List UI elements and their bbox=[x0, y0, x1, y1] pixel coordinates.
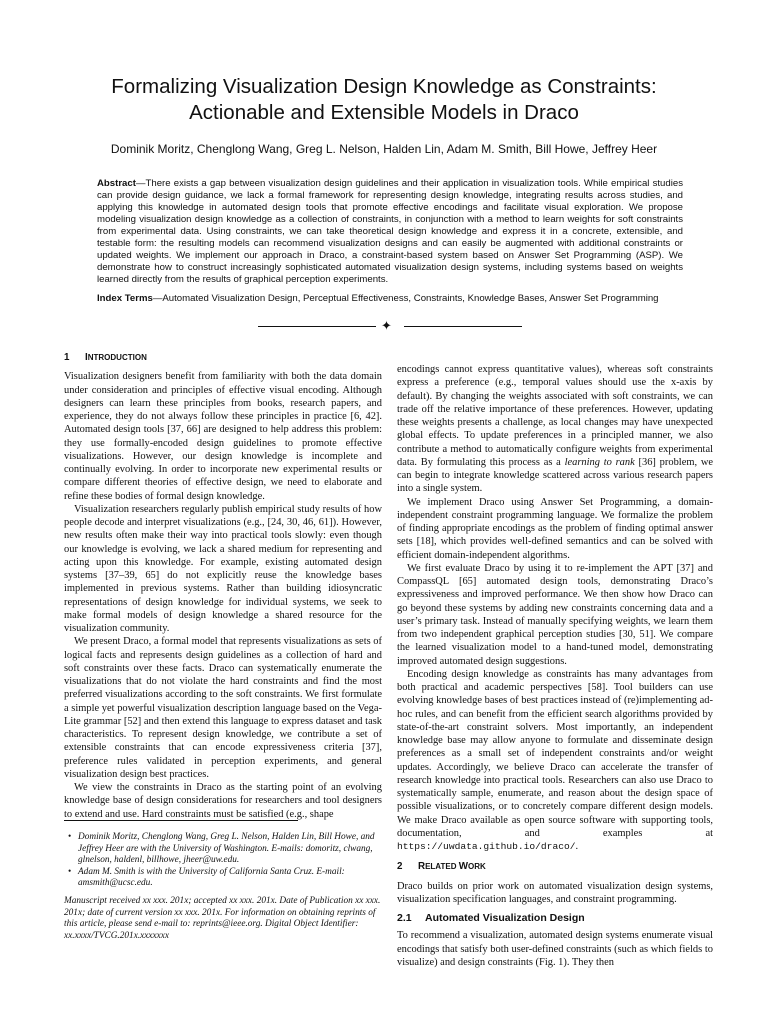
paper-title bbox=[40, 74, 728, 126]
footnote-affiliation-ucsc bbox=[64, 867, 382, 890]
paragraph-text: [36] problem, we can begin to integrate knowledge scattered across various research papers into a single system. bbox=[397, 456, 713, 495]
automated-design-paragraph: To recommend a visualization, automated design systems enumerate visual encodings that satisfy both user-defined constraints (such as which fields to visualize) and design constraints (Fig. 1). They then bbox=[397, 930, 713, 968]
section-number: 1 bbox=[64, 352, 70, 363]
paragraph-text: . bbox=[575, 841, 579, 852]
footnotes bbox=[64, 832, 382, 890]
subsection-heading-automated-design bbox=[397, 912, 713, 925]
index-terms-label: Index Terms bbox=[97, 293, 153, 304]
section-title-rest: NTRODUCTION bbox=[87, 353, 147, 362]
left-column bbox=[64, 351, 382, 821]
section-title-rest: ELATED bbox=[425, 862, 459, 872]
right-column bbox=[397, 363, 713, 969]
section-number: 2 bbox=[397, 861, 403, 873]
intro-paragraph-4: We view the constraints in Draco as the starting point of an evolving knowledge base of design considerations for researchers and tool designers to extend and use. Hard constraints must be satisfied (e.g., shape bbox=[64, 782, 382, 820]
paragraph-text: Encoding design knowledge as constraints has many advantages from both practical and academic perspectives [58]. Tool builders can use evolving knowledge bases of best practices instead of (re)implementing ad-hoc rules, and can benefit from the efficient search algorithms provided by state-of-the-art constraint solvers. Most importantly, an independent knowledge base may allow anyone to formulate and disseminate design preferences as a small set of independent constraints and/or weight updates. Accordingly, we believe Draco can accelerate the transfer of research knowledge into practical tools. Researchers can also use Draco to systematically sample, enumerate, and reason about the design space of possible visualizations, or to concretely compare different design models. We make Draco available as open source software with supporting tools, documentation, and examples at bbox=[397, 668, 713, 839]
related-work-paragraph: Draco builds on prior work on automated visualization design systems, visualization specification languages, and constraint programming. bbox=[397, 880, 713, 905]
learning-to-rank-term: learning to rank bbox=[564, 456, 635, 468]
title-line-2: Actionable and Extensible Models in Draco bbox=[189, 101, 579, 124]
index-terms-text: —Automated Visualization Design, Perceptual Effectiveness, Constraints, Knowledge Bases, Answer Set Programming bbox=[152, 293, 659, 304]
right-paragraph-3: We first evaluate Draco by using it to re-implement the APT [37] and CompassQL [65] automated design tools, demonstrating Draco’s expressiveness and improved performance. We then show how Draco can go beyond these systems by adding new constraints concerning data and a user’s primary task. Instead of manually specifying weights, we learn them from two independent graphical perception studies [30, 51]. We compare the learned visualization model to a hand-tuned model, demonstrating improved automated design suggestions. bbox=[397, 562, 713, 667]
title-line-1: Formalizing Visualization Design Knowledge as Constraints: bbox=[111, 75, 657, 98]
section-title-first: I bbox=[85, 352, 88, 363]
subsection-title: Automated Visualization Design bbox=[425, 912, 585, 924]
author-list: Dominik Moritz, Chenglong Wang, Greg L. Nelson, Halden Lin, Adam M. Smith, Bill Howe, Jeffrey Heer bbox=[110, 142, 658, 156]
paragraph-text: encodings cannot express quantitative values), whereas soft constraints express a preference (e.g., temporal values should use the x-axis by default). By changing the weights associated with soft constraints, we can trade off the relative importance of these preferences. However, updating these weights presents a challenge, as local changes may have unexpected global effects. To update preferences in a principled manner, we also contribute a method to automatically configure weights from experimental data. By formulating this process as a bbox=[397, 364, 713, 468]
footnote-bullet: • bbox=[68, 832, 72, 842]
right-paragraph-1 bbox=[397, 363, 713, 496]
manuscript-note: Manuscript received xx xxx. 201x; accepted xx xxx. 201x. Date of Publication xx xxx. 201x; date of current version xx xxx. 201x. For information on obtaining reprints of this article, please send e-mail to: reprints@ieee.org. Digital Object Identifier: xx.xxxx/TVCG.201x.xxxxxxx bbox=[64, 896, 381, 941]
separator-right-rule bbox=[404, 326, 522, 327]
section-title-first-2: W bbox=[458, 861, 468, 873]
intro-paragraph-2: Visualization researchers regularly publish empirical study results of how people decode and interpret visualizations (e.g., [24, 30, 46, 61]). However, new results often make their way into practical tools slowly: even though our knowledge is evolving, we lack a shared medium for representing and acting upon this knowledge. For example, existing automated design systems [37–39, 65] do not explicitly reuse the knowledge bases implemented in previous systems. Rather than building idiosyncratic representations of design knowledge for individual systems, we seek to make formal models of design knowledge a shared resource for the visualization community. bbox=[64, 503, 382, 634]
abstract-label: Abstract bbox=[97, 178, 136, 189]
separator-left-rule bbox=[258, 326, 376, 327]
footnote-affiliation-uw bbox=[64, 832, 382, 867]
separator-diamond-icon: ✦ bbox=[381, 319, 392, 334]
right-paragraph-2: We implement Draco using Answer Set Programming, a domain-independent constraint programming language. We formalize the problem of finding appropriate encodings as the problem of finding optimal answer sets [18], which provides well-defined semantics and can be solved with efficient domain-independent algorithms. bbox=[397, 496, 713, 561]
section-heading-introduction bbox=[64, 351, 382, 364]
intro-paragraph-3: We present Draco, a formal model that represents visualizations as sets of logical facts and represents design guidelines as a collection of hard and soft constraints over these facts. Draco can systematically enumerate the visualizations that do not violate the hard constraints and find the most preferred visualizations according to the soft constraints. We first formulate a simple yet powerful visualization description language based on the Vega-Lite grammar [52] and then extend this language to express dataset and task characteristics. To represent design knowledge, we contribute a set of extensible constraints that can encode expressiveness criteria [37], preference rules validated in perception experiments, and general visualization design best practices. bbox=[64, 636, 382, 780]
subsection-number: 2.1 bbox=[397, 912, 412, 924]
footnote-text: Adam M. Smith is with the University of California Santa Cruz. E-mail: amsmith@ucsc.edu. bbox=[78, 866, 345, 889]
abstract-text: —There exists a gap between visualization design guidelines and their application in visualization tools. While empirical studies can provide design guidance, we lack a formal framework for representing design knowledge, integrating results across studies, and applying this knowledge in automated design tools that promote effective encodings and facilitate visual exploration. We propose modeling visualization design knowledge as a collection of constraints, in conjunction with a method to learn weights for soft constraints from experimental data. Using constraints, we can take theoretical design knowledge and express it in a concrete, extensible, and testable form: the resulting models can recommend visualization designs and can easily be augmented with additional constraints or updated weights. We implement our approach in Draco, a constraint-based system based on Answer Set Programming (ASP). We demonstrate how to construct increasingly sophisticated automated visualization design systems, including systems based on weights learned directly from the results of graphical perception experiments. bbox=[97, 178, 683, 285]
draco-url-link[interactable]: https://uwdata.github.io/draco/ bbox=[397, 841, 576, 852]
section-heading-related-work bbox=[397, 860, 713, 873]
footnote-rule bbox=[64, 820, 298, 821]
footnote-text: Dominik Moritz, Chenglong Wang, Greg L. Nelson, Halden Lin, Bill Howe, and Jeffrey Heer are with the University of Washington. E-mails: domoritz, clwang, glnelson, haldenl, billhowe, jheer@uw.edu. bbox=[78, 832, 375, 866]
footnote-bullet: • bbox=[68, 866, 72, 877]
intro-paragraph-1: Visualization designers benefit from familiarity with both the data domain under consideration and principles of effective visual encoding. Although designers can learn these principles from books, research papers, and experience, they do not always follow these principles in practice [6, 42]. Automated design tools [37, 66] are designed to help address this problem: they use formally-encoded design guidelines to promote effective visualizations. However, our design knowledge is incomplete and continually evolving. In order to incorporate new experimental results or compare different theories of effective design, we need to elaborate and refine these bodies of formal design knowledge. bbox=[64, 371, 382, 502]
index-terms bbox=[97, 293, 697, 305]
section-title-rest-2: ORK bbox=[467, 862, 486, 872]
section-title-first: R bbox=[418, 861, 426, 873]
right-paragraph-4 bbox=[397, 668, 713, 854]
abstract bbox=[97, 178, 683, 286]
